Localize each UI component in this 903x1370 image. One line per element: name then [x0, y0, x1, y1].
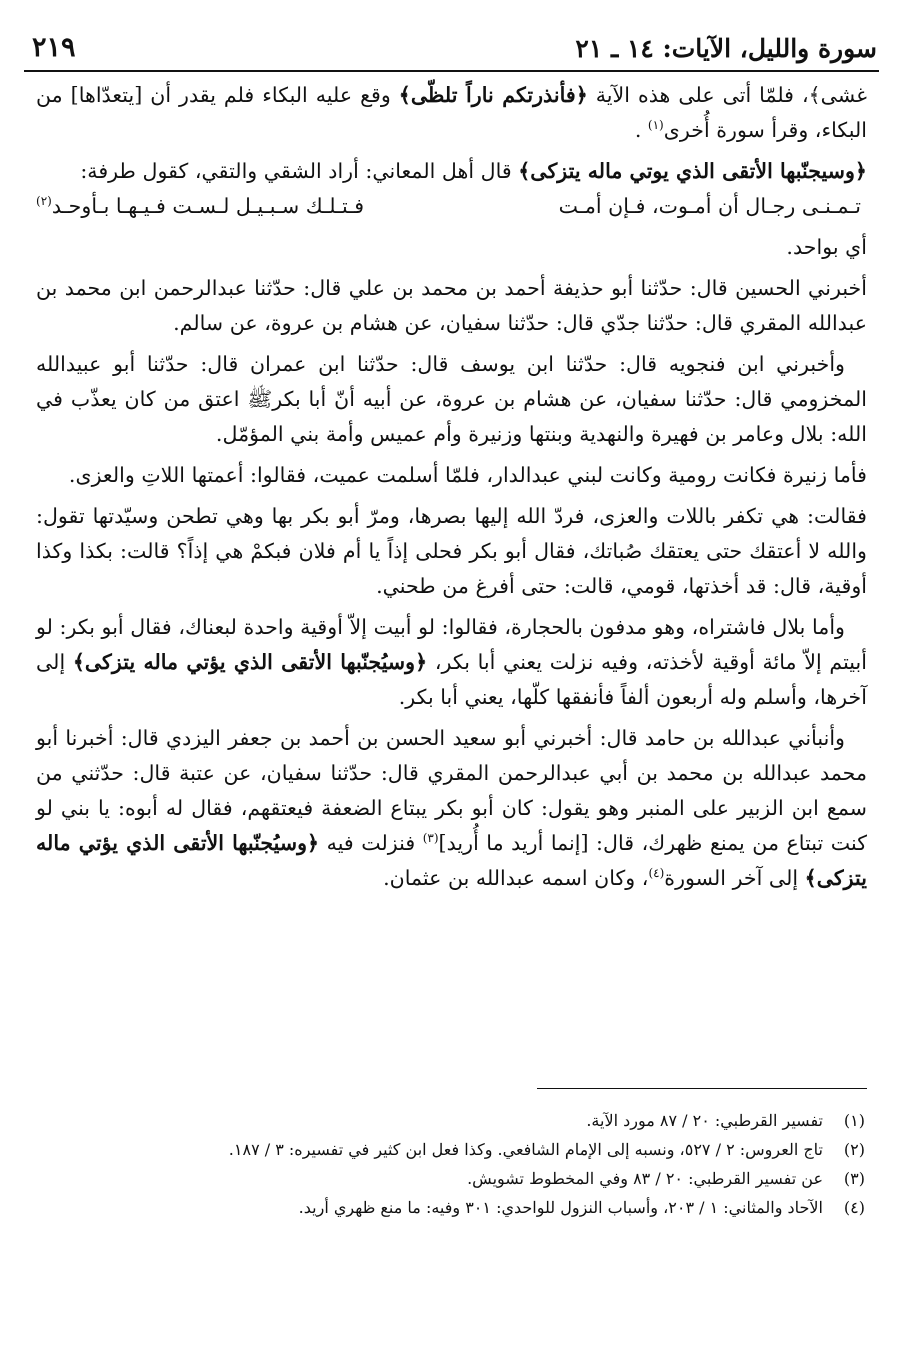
text-run: إلى آخر السورة — [664, 866, 805, 890]
paragraph-8 — [36, 610, 867, 715]
footnote-ref: (٤) — [648, 866, 665, 881]
paragraph-6: فأما زنيرة فكانت رومية وكانت لبني عبدالدار، فلمّا أسلمت عميت، فقالوا: أعمتها اللاتِ والعزى. — [68, 463, 867, 487]
footnote-item — [40, 1106, 865, 1135]
text-run: وأنبأني عبدالله بن حامد قال: أخبرني أبو سعيد الحسن بن أحمد بن جعفر اليزدي قال: أخبرنا أبو محمد عبدالله بن محمد بن أبي عبدالرحمن المقري قال: حدّثنا سفيان، عن عتبة قال: حدّثني من سمع ابن الزبير على المنبر وهو يقول: كان أبو بكر يبتاع الضعفة فيعتقهم، فقال له أبوه: يا بني لو كنت تبتاع من يمنع ظهرك، قال: [إنما أريد ما أُريد] — [36, 726, 868, 855]
paragraph-4: أخبرني الحسين قال: حدّثنا أبو حذيفة أحمد بن محمد بن علي قال: حدّثنا عبدالرحمن ابن محمد بن عبدالله المقري قال: حدّثنا جدّي قال: حدّثنا سفيان، عن هشام بن عروة، عن سالم. — [36, 276, 867, 335]
verse-hemistich-1: تـمـنـى رجـال أن أمـوت، فـإن أمـت — [558, 194, 861, 218]
quran-quote: ﴿وسيجنّبها الأتقى الذي يوتي ماله يتزكى﴾ — [518, 159, 867, 183]
paragraph-2 — [36, 154, 867, 189]
text-run: غشى﴾، فلمّا أتى على هذه الآية — [587, 83, 867, 107]
footnote-ref: (١) — [647, 118, 664, 133]
footnote-ref: (٢) — [36, 194, 52, 209]
text-run: . — [634, 118, 648, 142]
quran-quote: ﴿وسيُجنّبها الأتقى الذي يؤتي ماله يتزكى﴾ — [72, 650, 428, 674]
poetry-verse — [36, 189, 867, 224]
footnote-separator — [537, 1088, 867, 1089]
text-run: فنزلت فيه — [319, 831, 423, 855]
paragraph-7: فقالت: هي تكفر باللات والعزى، فردّ الله إليها بصرها، ومرّ أبو بكر بها وهي تطحن وسيّدتها تقول: والله لا أعتقك حتى يعتقك صُباتك، فقال أبو بكر فحلى إذاً يا أم فلان فبكمْ هي إذاً؟ قالت: بكذا وكذا أوقية، قال: قد أخذتها، قومي، قالت: حتى أفرغ من طحني. — [36, 504, 867, 598]
quran-quote: ﴿فأنذرتكم ناراً تلظّى﴾ — [398, 83, 588, 107]
page-number: ٢١٩ — [32, 32, 76, 63]
footnote-number: (٢) — [843, 1140, 865, 1159]
running-title: سورة والليل، الآيات: ١٤ ـ ٢١ — [575, 34, 877, 63]
footnote-number: (٤) — [843, 1198, 865, 1217]
footnote-item — [40, 1193, 865, 1222]
text-run: وأما بلال فاشتراه، وهو مدفون بالحجارة، فقالوا: لو أبيت إلاّ أوقية واحدة لبعناك، فقال أبو بكر: لو أبيتم إلاّ مائة أوقية لأخذته، وفيه نزلت يعني أبا بكر، — [36, 615, 867, 674]
footnote-number: (١) — [843, 1111, 865, 1130]
running-header — [24, 30, 879, 74]
main-text — [36, 78, 867, 1068]
paragraph-3: أي بواحد. — [786, 235, 867, 259]
footnote-text: تاج العروس: ٢ / ٥٢٧، ونسبه إلى الإمام الشافعي. وكذا فعل ابن كثير في تفسيره: ٣ / ١٨٧. — [228, 1140, 823, 1159]
text-run: وقع عليه البكاء فلم يقدر أن [يتعدّاها] من البكاء، وقرأ سورة أُخرى — [36, 83, 867, 142]
footnote-text: الآحاد والمثاني: ١ / ٢٠٣، وأسباب النزول للواحدي: ٣٠١ وفيه: ما منع ظهري أريد. — [298, 1198, 823, 1217]
paragraph-5: وأخبرني ابن فنجويه قال: حدّثنا ابن يوسف قال: حدّثنا ابن عمران قال: حدّثنا أبو عبيدالله المخزومي قال: حدّثنا سفيان، عن هشام بن عروة، عن أبيه أنّ أبا بكرﷺ اعتق من كان يعذّب في الله: بلال وعامر بن فهيرة والنهدية وبنتها وزنيرة وأم عميس وأمة بني المؤمّل. — [36, 352, 867, 446]
header-rule — [24, 70, 879, 72]
footnote-number: (٣) — [843, 1169, 865, 1188]
verse-hemistich-2-wrap — [36, 189, 364, 224]
footnote-item — [40, 1135, 865, 1164]
verse-hemistich-2: فـتـلـك سـبـيـل لـسـت فـيـهـا بـأوحـد — [51, 194, 365, 218]
footnote-ref: (٣) — [422, 831, 439, 846]
quran-quote: ﴿وسيُجنّبها الأتقى الذي يؤتي ماله يتزكى﴾ — [36, 831, 867, 890]
text-run: ، وكان اسمه عبدالله بن عثمان. — [383, 866, 649, 890]
paragraph-1 — [36, 78, 867, 148]
text-run: قال أهل المعاني: أراد الشقي والتقي، كقول طرفة: — [80, 159, 519, 183]
text-run: إلى آخرها، وأسلم وله أربعون ألفاً فأنفقها كلّها، يعني أبا بكر. — [36, 650, 867, 709]
paragraph-9 — [36, 721, 867, 896]
footnote-text: تفسير القرطبي: ٢٠ / ٨٧ مورد الآية. — [586, 1111, 823, 1130]
footnote-text: عن تفسير القرطبي: ٢٠ / ٨٣ وفي المخطوط تشويش. — [467, 1169, 823, 1188]
footnote-item — [40, 1164, 865, 1193]
footnotes — [40, 1106, 865, 1222]
